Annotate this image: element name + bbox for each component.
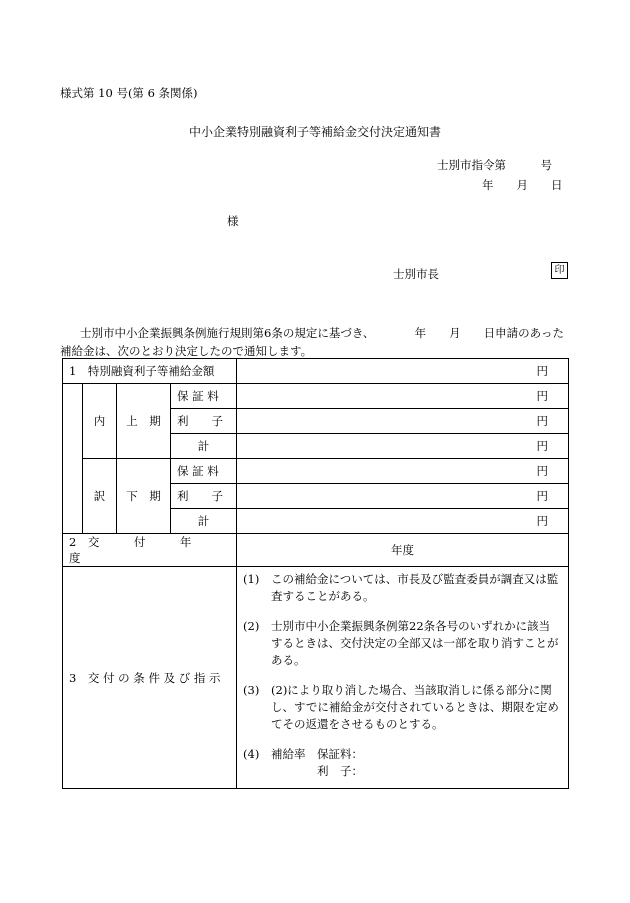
rate-interest-line: 利 子： <box>317 764 364 778</box>
indent-cell <box>63 384 83 534</box>
first-half-guarantee-value: 円 <box>237 384 569 409</box>
intro-text-line-2: 補給金は、次のとおり決定したので通知します。 <box>60 344 313 358</box>
subsidy-table <box>62 358 569 789</box>
second-half-label: 下 期 <box>117 459 171 534</box>
condition-number: (2) <box>243 619 260 633</box>
second-half-total-value: 円 <box>237 509 569 534</box>
fiscal-year-value: 年度 <box>237 534 569 567</box>
second-half-interest-label: 利 子 <box>171 484 237 509</box>
form-number: 様式第 10 号(第 6 条関係) <box>60 86 198 100</box>
first-half-total-value: 円 <box>237 434 569 459</box>
conditions-cell <box>237 567 569 789</box>
first-half-interest-label: 利 子 <box>171 409 237 434</box>
condition-item <box>243 682 560 733</box>
total-amount-label: 1 特別融資利子等補給金額 <box>63 359 237 384</box>
first-half-total-label: 計 <box>171 434 237 459</box>
second-half-guarantee-label: 保 証 料 <box>171 459 237 484</box>
document-date: 年 月 日 <box>482 178 563 192</box>
condition-text: この補給金については、市長及び監査委員が調査又は監査することがある。 <box>271 572 559 603</box>
conditions-label: 3 交 付 の 条 件 及 び 指 示 <box>63 567 237 789</box>
fiscal-year-label: 2 交 付 年 度 <box>63 534 237 567</box>
breakdown-label-bottom: 訳 <box>83 459 117 534</box>
table-row <box>63 459 569 484</box>
second-half-interest-value: 円 <box>237 484 569 509</box>
breakdown-label-top: 内 <box>83 384 117 459</box>
total-amount-value: 円 <box>237 359 569 384</box>
addressee-honorific: 様 <box>227 214 239 228</box>
condition-number: (1) <box>243 572 260 586</box>
first-half-label: 上 期 <box>117 384 171 459</box>
issuer-name: 士別市長 <box>393 267 439 281</box>
table-row <box>63 384 569 409</box>
subsidy-rate <box>243 746 560 780</box>
document-title: 中小企業特別融資利子等補給金交付決定通知書 <box>188 125 441 139</box>
condition-item <box>243 618 560 669</box>
first-half-guarantee-label: 保 証 料 <box>171 384 237 409</box>
second-half-total-label: 計 <box>171 509 237 534</box>
condition-text: 士別市中小企業振興条例第22条各号のいずれかに該当するときは、交付決定の全部又は一部を取り消すことがある。 <box>271 619 559 667</box>
condition-text: (2)により取り消した場合、当該取消しに係る部分に関し、すでに補給金が交付されているときは、期限を定めてその返還をさせるものとする。 <box>271 683 559 731</box>
condition-number: (3) <box>243 683 260 697</box>
table-row-total-amount <box>63 359 569 384</box>
rate-number: (4) <box>243 747 260 761</box>
seal-box: 印 <box>551 262 568 279</box>
first-half-interest-value: 円 <box>237 409 569 434</box>
rate-guarantee-line: 補給率 保証料： <box>271 747 364 761</box>
table-row-fiscal-year <box>63 534 569 567</box>
condition-item <box>243 571 560 605</box>
second-half-guarantee-value: 円 <box>237 459 569 484</box>
table-row-conditions <box>63 567 569 789</box>
intro-text-line-1: 士別市中小企業振興条例施行規則第6条の規定に基づき、 年 月 日申請のあった <box>80 326 564 340</box>
document-number: 士別市指令第 号 <box>437 158 552 172</box>
